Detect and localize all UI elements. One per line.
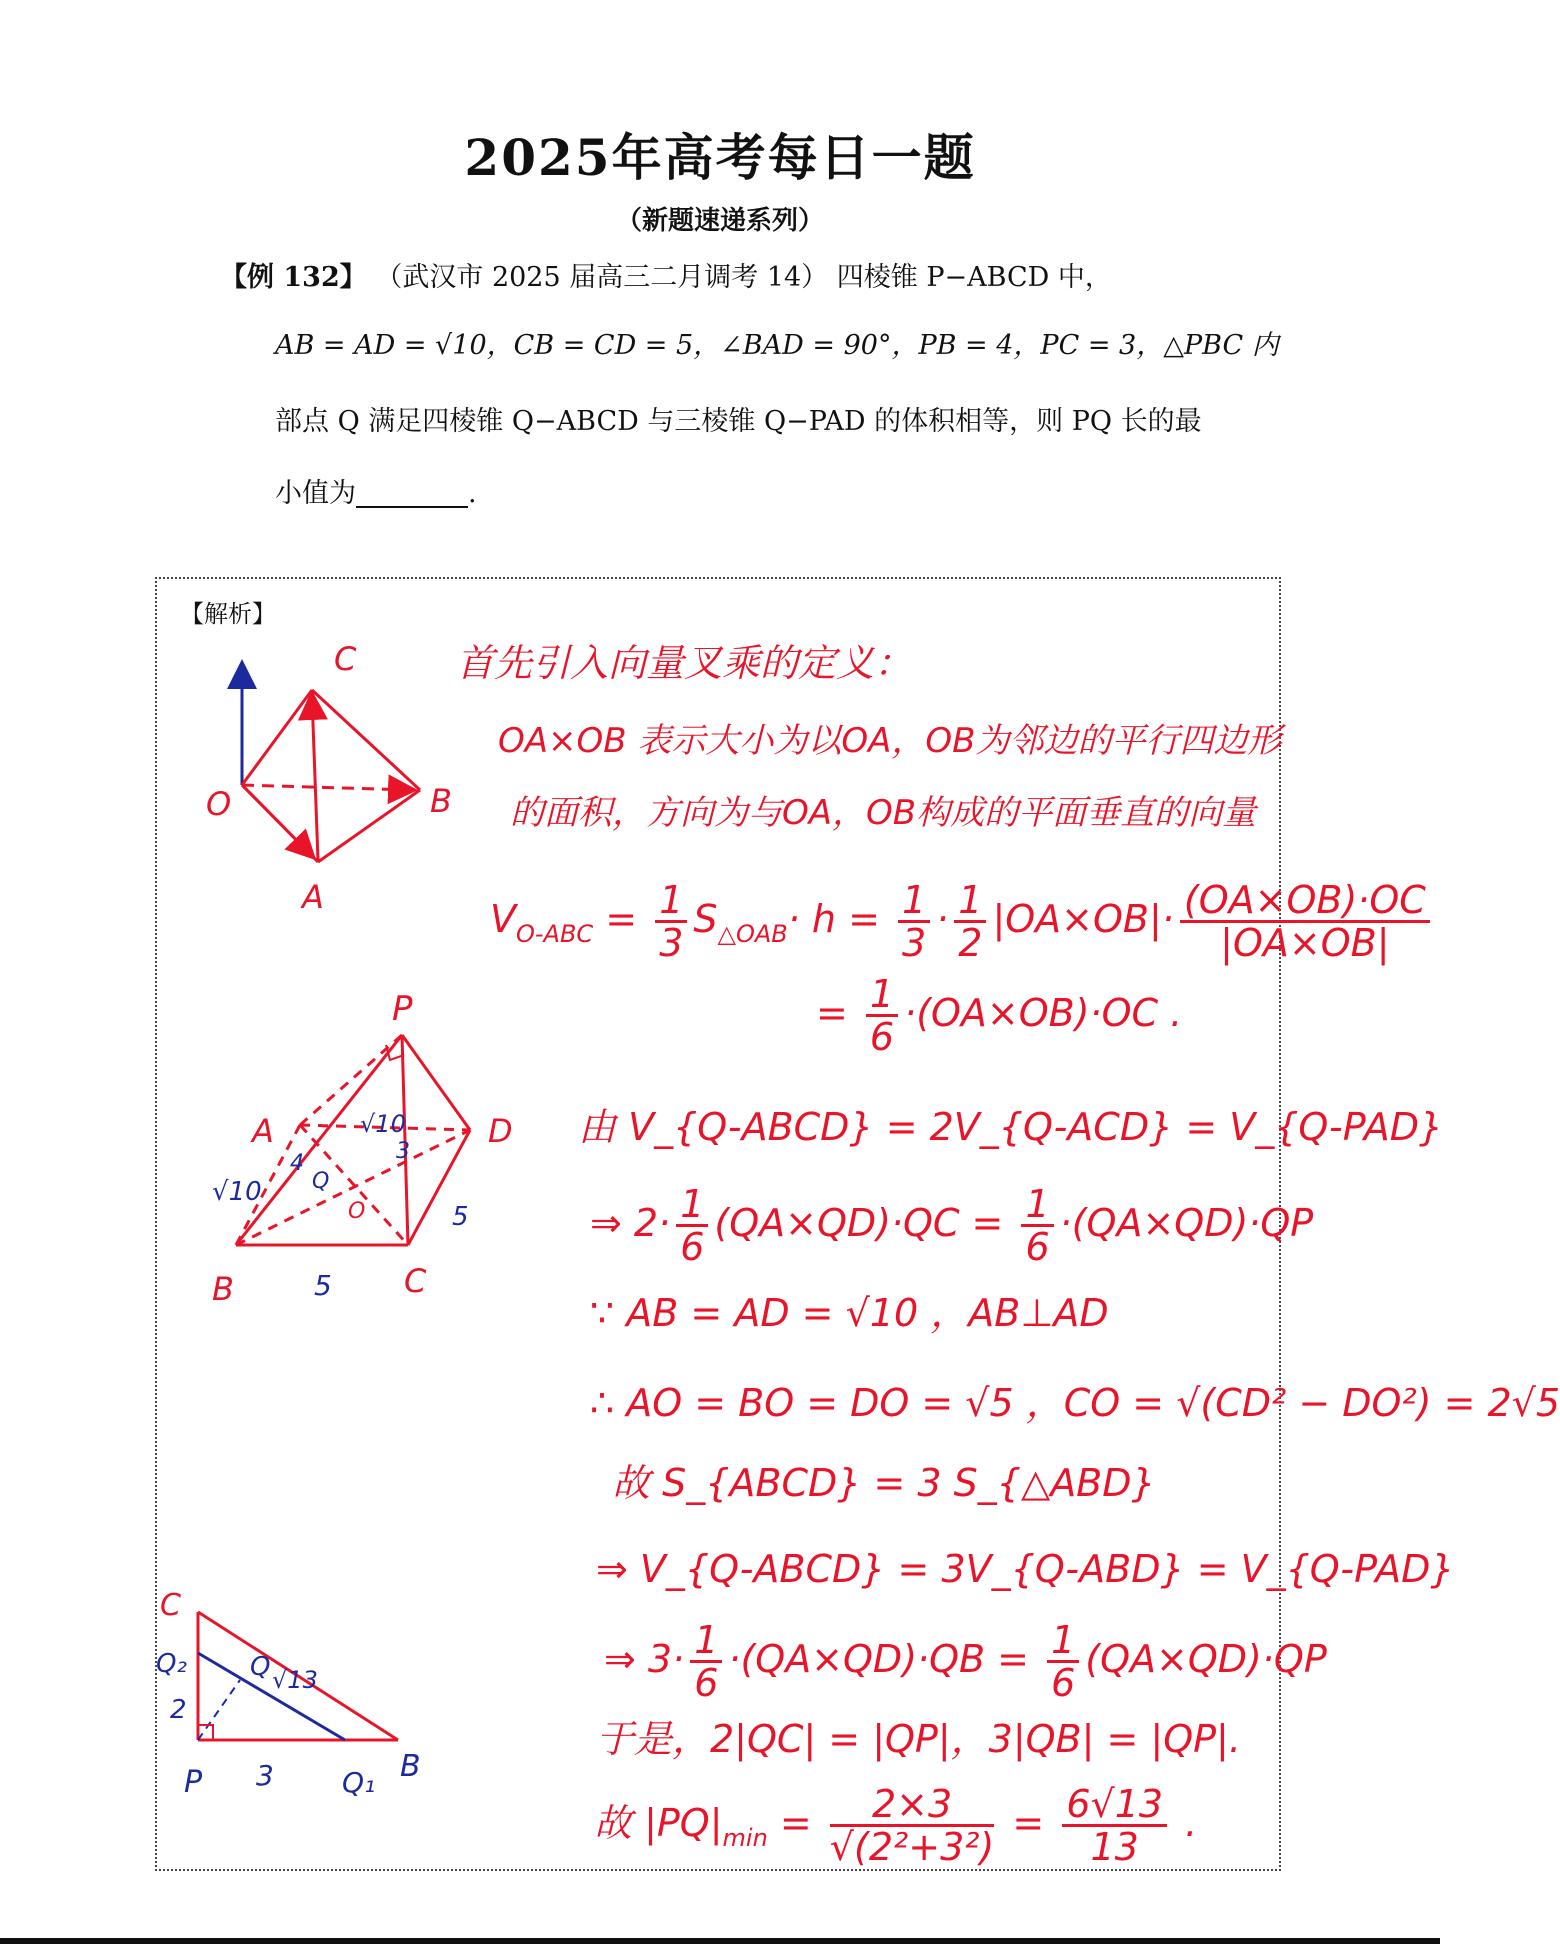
label-a: A	[302, 878, 324, 916]
frac-1-6-c	[690, 1620, 722, 1703]
frac-num: 6√13	[1062, 1784, 1167, 1827]
label-b: B	[430, 782, 452, 820]
label-q1: Q₁	[342, 1766, 376, 1799]
frac-den: 13	[1090, 1825, 1139, 1869]
frac-den: 3	[902, 921, 927, 965]
vol-v: V	[490, 897, 516, 941]
edge-cb	[312, 690, 420, 790]
frac-1-6-a	[676, 1184, 708, 1267]
frac-num: 2×3	[830, 1784, 995, 1827]
label-sqrt10-ab: √10	[212, 1177, 262, 1207]
note-definition-intro: 首先引入向量叉乘的定义：	[456, 641, 913, 685]
label-p: P	[184, 1765, 203, 1800]
frac-den: 3	[659, 921, 684, 965]
step2-a: ⇒ 2·	[590, 1201, 671, 1245]
answer-min: min	[722, 1824, 768, 1852]
segment-pq	[198, 1680, 240, 1740]
note-volume-result	[816, 974, 1182, 1057]
bottom-edge	[0, 1938, 1440, 1944]
note-step-4: ∴ AO = BO = DO = √5 ，CO = √(CD² − DO²) = 2√5	[590, 1381, 1560, 1425]
problem-source: （武汉市 2025 届高三二月调考 14）	[375, 262, 829, 293]
page-subtitle: （新题速递系列）	[615, 206, 824, 236]
vol-result-expr: ·(OA×OB)·OC .	[904, 991, 1183, 1035]
figure-triangle	[156, 1588, 421, 1800]
figure-vector-square	[206, 640, 452, 916]
frac-1-6-d	[1047, 1620, 1079, 1703]
label-two: 2	[170, 1695, 187, 1725]
frac-den: 2	[958, 921, 983, 965]
figure-pyramid	[212, 989, 513, 1308]
label-len-q: √13	[272, 1666, 318, 1694]
vector-oa	[242, 785, 312, 856]
vol-abs: |OA×OB|·	[992, 897, 1174, 941]
vol-dot: ·	[936, 897, 949, 941]
edge-oc	[242, 690, 312, 785]
label-p: P	[392, 989, 413, 1029]
label-c: C	[160, 1588, 181, 1623]
note-step-1: 由 V_{Q-ABCD} = 2V_{Q-ACD} = V_{Q-PAD}	[578, 1105, 1444, 1149]
frac-1-2	[954, 880, 986, 963]
frac-answer-2	[1062, 1784, 1167, 1867]
note-cross-product-1: OA×OB 表示大小为以OA，OB为邻边的平行四边形	[498, 721, 1282, 761]
vol-s: S	[693, 897, 718, 941]
frac-den: 6	[1051, 1661, 1076, 1705]
frac-answer-1	[830, 1784, 995, 1867]
label-o: O	[206, 785, 232, 823]
label-side5-cd: 5	[452, 1202, 469, 1232]
label-sqrt10-ad: √10	[360, 1110, 406, 1138]
label-c: C	[404, 1262, 427, 1300]
label-o: O	[348, 1199, 366, 1224]
step7-c: (QA×QD)·QP	[1085, 1637, 1327, 1681]
frac-projection	[1180, 880, 1430, 963]
frac-1-3-b	[898, 880, 930, 963]
label-seg-3: 3	[396, 1139, 410, 1164]
note-step-6: ⇒ V_{Q-ABCD} = 3V_{Q-ABD} = V_{Q-PAD}	[596, 1547, 1455, 1591]
note-step-3: ∵ AB = AD = √10 ，AB⊥AD	[590, 1291, 1109, 1335]
answer-eq: =	[767, 1801, 824, 1845]
label-three: 3	[256, 1759, 274, 1792]
frac-den: 6	[680, 1225, 705, 1269]
frac-1-3	[655, 880, 687, 963]
edge-ba	[318, 790, 420, 862]
frac-den: 6	[1025, 1225, 1050, 1269]
step2-c: ·(QA×QD)·QP	[1059, 1201, 1314, 1245]
label-d: D	[488, 1112, 513, 1150]
problem-line-2: AB = AD = √10，CB = CD = 5，∠BAD = 90°，PB = 4，PC = 3，△PBC 内	[275, 330, 1279, 361]
frac-num: 1	[1047, 1620, 1079, 1663]
label-b: B	[400, 1749, 421, 1784]
label-c: C	[334, 640, 357, 678]
frac-den: 6	[869, 1015, 895, 1059]
label-seg-4: 4	[290, 1151, 304, 1176]
vol-v-sub: O-ABC	[516, 920, 594, 948]
step7-b: ·(QA×QD)·QB =	[728, 1637, 1042, 1681]
frac-num: 1	[676, 1184, 708, 1227]
vol-eq: =	[593, 897, 650, 941]
frac-den: |OA×OB|	[1220, 921, 1390, 965]
answer-a: 故 |PQ|	[594, 1801, 723, 1845]
edge-pd	[402, 1035, 470, 1130]
frac-1-6-b	[1021, 1184, 1053, 1267]
frac-den: 6	[694, 1661, 719, 1705]
frac-num: 1	[1021, 1184, 1053, 1227]
step7-a: ⇒ 3·	[604, 1637, 685, 1681]
label-b: B	[212, 1270, 234, 1308]
problem-line-4-end: .	[468, 478, 477, 509]
answer-eq2: =	[1000, 1801, 1057, 1845]
note-step-7	[604, 1620, 1327, 1703]
note-answer	[594, 1784, 1197, 1867]
vector-ob	[242, 785, 412, 790]
note-cross-product-2: 的面积，方向为与OA，OB构成的平面垂直的向量	[510, 793, 1257, 833]
problem-line-1-tail: 四棱锥 P−ABCD 中，	[836, 262, 1112, 293]
vector-ac	[312, 696, 318, 860]
label-q: Q	[250, 1652, 271, 1682]
solution-label: 【解析】	[180, 600, 276, 628]
frac-1-6	[866, 974, 898, 1057]
vol-h: · h =	[787, 897, 892, 941]
frac-num: 1	[866, 974, 898, 1017]
note-step-5: 故 S_{ABCD} = 3 S_{△ABD}	[612, 1461, 1156, 1505]
frac-num: 1	[690, 1620, 722, 1663]
frac-num: 1	[898, 880, 930, 923]
problem-line-4-text: 小值为	[275, 478, 356, 509]
note-step-2	[590, 1184, 1313, 1267]
frac-num: 1	[954, 880, 986, 923]
label-q2: Q₂	[156, 1649, 187, 1679]
label-q: Q	[312, 1169, 330, 1194]
step2-b: (QA×QD)·QC =	[714, 1201, 1016, 1245]
label-side5-bc: 5	[314, 1269, 332, 1302]
vol-s-sub: △OAB	[717, 920, 788, 948]
note-volume-formula	[490, 880, 1436, 963]
answer-end: .	[1173, 1801, 1198, 1845]
label-a: A	[252, 1112, 274, 1150]
frac-den: √(2²+3²)	[829, 1825, 995, 1869]
frac-num: (OA×OB)·OC	[1180, 880, 1430, 923]
frac-num: 1	[655, 880, 687, 923]
note-step-8: 于是，2|QC| = |QP|，3|QB| = |QP|.	[596, 1717, 1241, 1761]
page-title: 2025年高考每日一题	[464, 128, 976, 187]
vol-result-eq: =	[816, 991, 860, 1035]
problem-line-3: 部点 Q 满足四棱锥 Q−ABCD 与三棱锥 Q−PAD 的体积相等，则 PQ 长的最	[275, 406, 1202, 437]
problem-tag: 【例 132】	[220, 262, 367, 293]
